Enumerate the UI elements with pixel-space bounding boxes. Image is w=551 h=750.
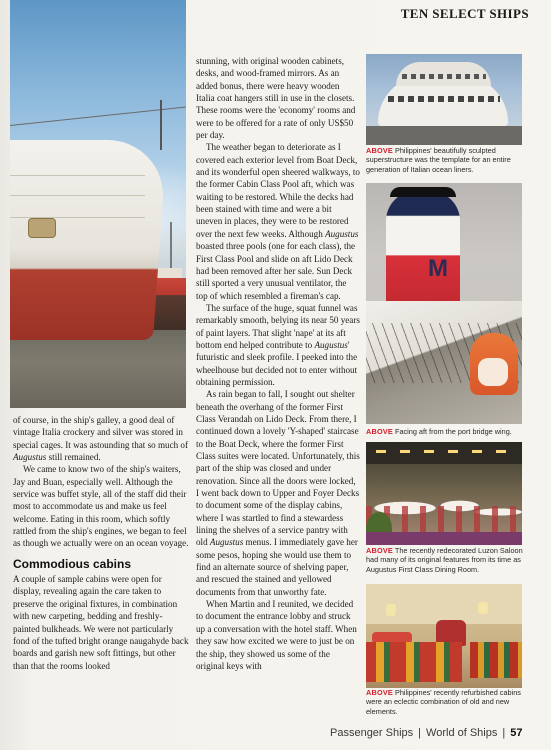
body-paragraph: of course, in the ship's galley, a good deal of vintage Italia crockery and silver was stored in special cages. It was astounding that so much of Augustus still remained. <box>13 415 189 463</box>
body-paragraph: The weather began to deteriorate as I covered each exterior level from Boat Deck, and its wonderful open sheered walkways, to the former Cabin Class Pool aft, which was waiting to be restored. While the decks had been stained with time and were a bit uneven in places, they were to be restored over the next few weeks. Although Augustus boasted three pools (one for each class), the First Class Pool and slide on aft Lido Deck had been removed after her sale. Sun Deck still sported a very unusual ventilator, the top of which resembled a fireman's cap. <box>196 142 360 301</box>
page-footer <box>330 727 522 739</box>
section-title: TEN SELECT SHIPS <box>400 6 529 21</box>
photo-caption: ABOVE Philippines' recently refurbished cabins were an eclectic combination of old and new elements. <box>366 688 521 716</box>
body-paragraph: We came to know two of the ship's waiters, Jay and Buan, especially well. Although the service was buffet style, all of the staff did their most to accommodate us and make us feel welcome. Eating in this room, which softly rattled from the ship's engines, we began to feel as though we actually were on an ocean voyage. <box>13 464 189 549</box>
subheading: Commodious cabins <box>13 556 132 571</box>
footer-separator: | <box>502 727 506 739</box>
middle-text-column <box>196 55 360 672</box>
funnel-logo-icon: M <box>428 255 448 282</box>
body-paragraph: A couple of sample cabins were open for display, revealing again the care taken to preserve the original fixtures, in combination with new carpeting, bedding and freshly-painted bulkheads. We were not particularly fond of the tufted bright orange naugahyde back boards and garish new soft fittings, but other than that the rooms looked <box>13 574 189 671</box>
body-paragraph: The surface of the huge, squat funnel was remarkably smooth, belying its near 50 years of paint layers. That slight 'nape' at its aft bottom end helped contribute to Augustus' futuristic and sleek profile. I peeked into the wheelhouse but decided not to enter without obtaining permission. <box>196 302 360 387</box>
left-text-column <box>13 414 189 672</box>
superstructure-photo <box>366 54 522 145</box>
funnel-photo <box>366 183 522 424</box>
photo-caption: ABOVE Facing aft from the port bridge wing. <box>366 427 512 436</box>
body-paragraph: As rain began to fall, I sought out shelter beneath the overhang of the former First Class Verandah on Lido Deck. From there, I continued down a lovely 'Y-shaped' staircase to the Boat Deck, where the former First Class suites were located. Unfortunately, this part of the ship was closed and under renovation. Since all the doors were locked, I went back down to Upper and Foyer Decks to document some of the display cabins, where I was startled to find a stewardess lining the shelves of a service pantry with old Augustus menus. I immediately gave her some pesos, hoping she would use them to find an alternate source of shelving paper, and rescued the stained and yellowed documents from that unworthy fate. <box>196 389 360 597</box>
photo-caption: ABOVE Philippines' beautifully sculpted superstructure was the template for an entire generation of Italian ocean liners. <box>366 146 511 174</box>
footer-separator: | <box>418 727 422 739</box>
page-number: 57 <box>510 727 523 739</box>
body-paragraph: When Martin and I reunited, we decided to document the entrance lobby and struck up a conversation with the hotel staff. When they saw how excited we were to just be on the ship, they showed us some of the original keys with <box>196 599 357 671</box>
body-paragraph: stunning, with original wooden cabinets, desks, and wood-framed mirrors. As an added bonus, there were heavy wooden Italia coat hangers still in use in the closets. These rooms were the 'economy' rooms and were to be offered for a rate of only US$50 per day. <box>196 56 356 141</box>
magazine-name: World of Ships <box>426 727 498 739</box>
cabin-photo <box>366 584 522 688</box>
dining-saloon-photo <box>366 442 522 545</box>
publication-name: Passenger Ships <box>330 727 414 739</box>
photo-caption: ABOVE The recently redecorated Luzon Saloon had many of its original features from its time as Augustus First Class Dining Room. <box>366 546 523 574</box>
anchor-icon <box>28 218 56 238</box>
ship-bow-photo <box>10 0 186 408</box>
